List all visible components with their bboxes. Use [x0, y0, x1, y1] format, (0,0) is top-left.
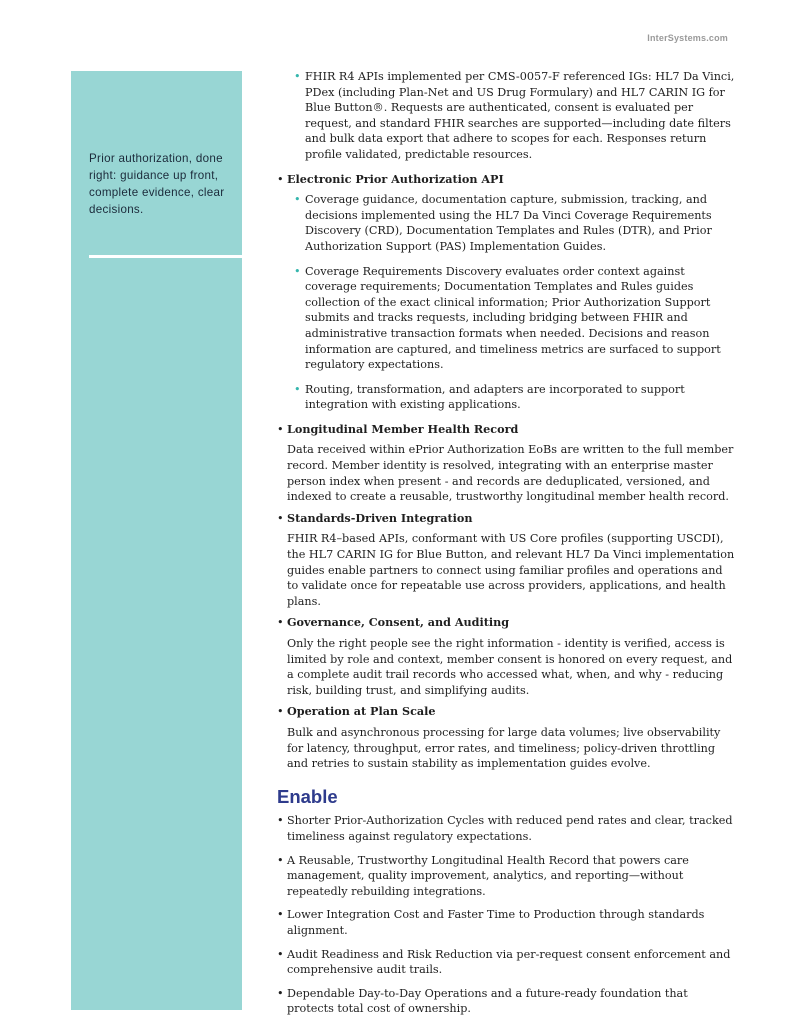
- benefit-item: • Audit Readiness and Risk Reduction via per-request consent enforcement and comprehensive audit trails.: [277, 947, 737, 978]
- main-content: [277, 69, 737, 1025]
- section-body: Only the right people see the right information - identity is verified, access is limited by role and context, member consent is honored on every request, and a complete audit trail records who accessed what, when, and why - reducing risk, building trust, and simplifying audits.: [287, 637, 733, 697]
- benefit-item: • Lower Integration Cost and Faster Time to Production through standards alignment.: [277, 907, 737, 938]
- section-title: • Electronic Prior Authorization API: [277, 172, 737, 188]
- section-title: • Operation at Plan Scale: [277, 704, 737, 720]
- site-url[interactable]: InterSystems.com: [647, 33, 728, 43]
- benefit-item: • Dependable Day-to-Day Operations and a future-ready foundation that protects total cost of ownership.: [277, 986, 737, 1017]
- pull-quote: Prior authorization, done right: guidance up front, complete evidence, clear decisions.: [89, 152, 225, 216]
- list-item: • Coverage guidance, documentation capture, submission, tracking, and decisions implemented using the HL7 Da Vinci Coverage Requirements Discovery (CRD), Documentation Templates and Rules (DTR), and Prior Authorization Support (PAS) Implementation Guides.: [277, 192, 737, 254]
- section-title: • Standards-Driven Integration: [277, 511, 737, 527]
- section-title: • Governance, Consent, and Auditing: [277, 615, 737, 631]
- section-body: Data received within ePrior Authorization EoBs are written to the full member record. Member identity is resolved, integrating with an enterprise master person index when present - and records are deduplicated, versioned, and indexed to create a reusable, trustworthy longitudinal member health record.: [287, 443, 734, 504]
- enable-heading: Enable: [277, 785, 338, 807]
- sidebar-panel: [71, 71, 242, 1010]
- list-item: • Coverage Requirements Discovery evaluates order context against coverage requirements; Documentation Templates and Rules guides collection of the exact clinical information; Prior Authorization Support submits and tracks requests, including bridging between FHIR and administrative transaction formats when needed. Decisions and reason information are captured, and timeliness metrics are surfaced to support regulatory expectations.: [277, 264, 737, 373]
- section-title: • Longitudinal Member Health Record: [277, 422, 737, 438]
- benefit-item: • Shorter Prior-Authorization Cycles with reduced pend rates and clear, tracked timeliness against regulatory expectations.: [277, 813, 737, 844]
- quote-divider: [89, 255, 242, 258]
- list-item: • FHIR R4 APIs implemented per CMS-0057-F referenced IGs: HL7 Da Vinci, PDex (including Plan-Net and US Drug Formulary) and HL7 CARIN IG for Blue Button®. Requests are authenticated, consent is evaluated per request, and standard FHIR searches are supported—including date filters and bulk data export that adhere to scopes for each. Responses return profile validated, predictable resources.: [277, 69, 737, 163]
- benefit-item: • A Reusable, Trustworthy Longitudinal Health Record that powers care management, quality improvement, analytics, and reporting—without repeatedly rebuilding integrations.: [277, 853, 737, 900]
- list-item: • Routing, transformation, and adapters are incorporated to support integration with existing applications.: [277, 382, 737, 413]
- section-body: Bulk and asynchronous processing for large data volumes; live observability for latency, throughput, error rates, and timeliness; policy-driven throttling and retries to sustain stability as implementation guides evolve.: [287, 725, 721, 771]
- section-body: FHIR R4–based APIs, conformant with US Core profiles (supporting USCDI), the HL7 CARIN IG for Blue Button, and relevant HL7 Da Vinci implementation guides enable partners to connect using familiar profiles and operations and to validate once for repeatable use across providers, applications, and health plans.: [287, 532, 735, 608]
